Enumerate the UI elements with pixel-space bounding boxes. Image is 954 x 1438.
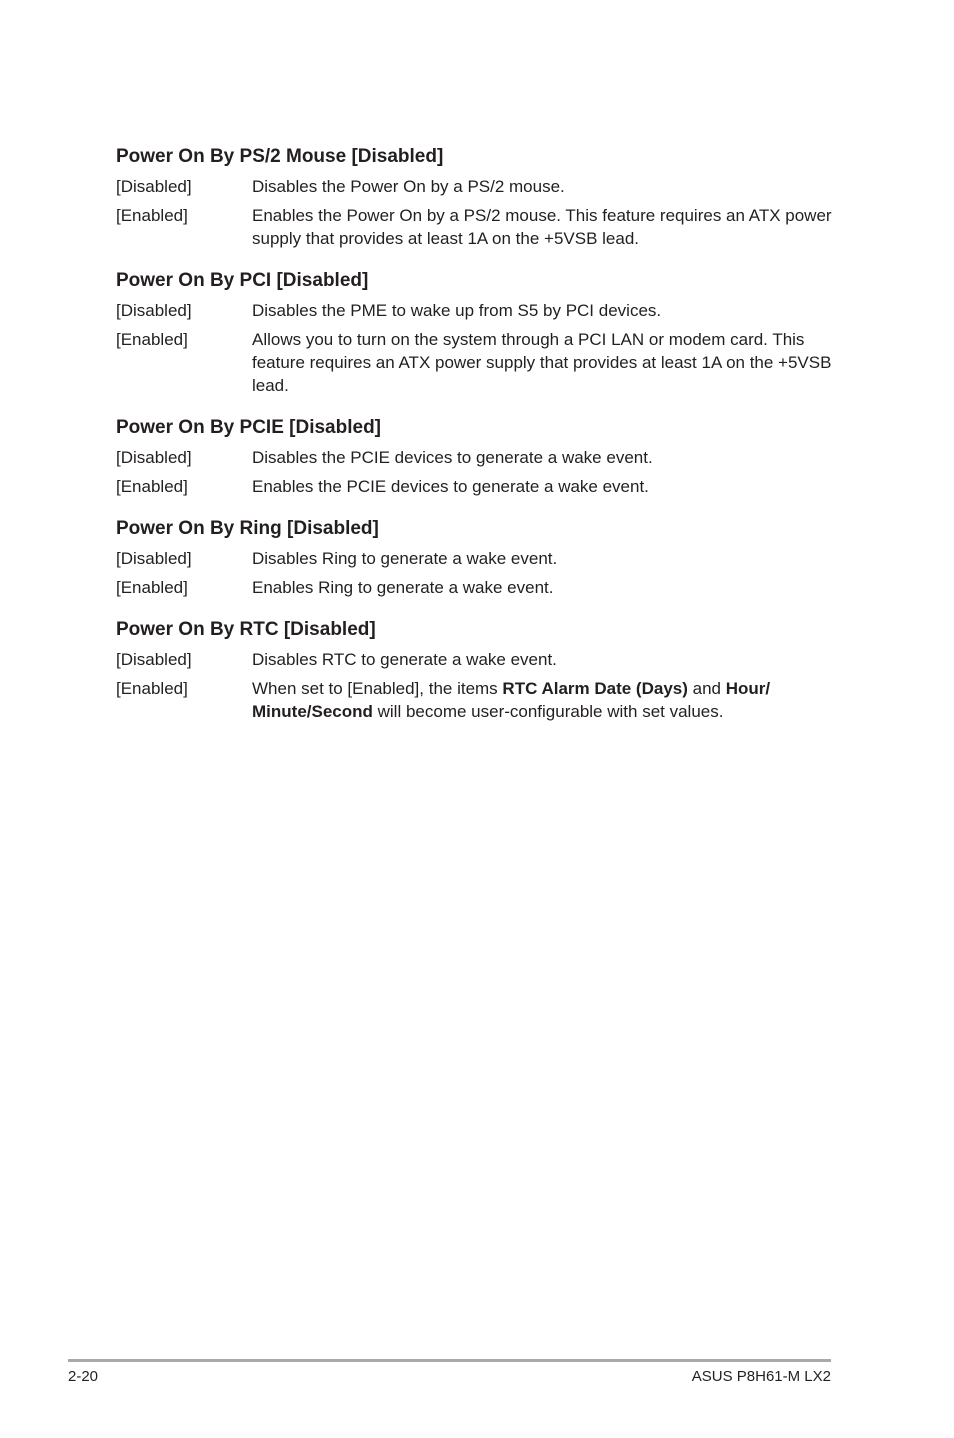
option-row [116,328,832,397]
option-description: Disables the PCIE devices to generate a wake event. [252,448,653,467]
product-name: ASUS P8H61-M LX2 [691,1368,831,1385]
option-description [252,677,832,723]
option-description: Disables the Power On by a PS/2 mouse. [252,177,565,196]
option-key: [Enabled] [116,578,188,597]
option-description: Enables the PCIE devices to generate a wake event. [252,477,649,496]
section-title: Power On By Ring [Disabled] [116,518,379,539]
option-key: [Disabled] [116,177,192,196]
section-ring [116,516,832,599]
option-description: Disables the PME to wake up from S5 by PCI devices. [252,301,662,320]
option-key: [Enabled] [116,679,188,698]
option-description: Disables Ring to generate a wake event. [252,549,558,568]
section-title: Power On By PCIE [Disabled] [116,417,381,438]
option-description: Enables the Power On by a PS/2 mouse. This feature requires an ATX power supply that provides at least 1A on the +5VSB lead. [252,206,832,248]
option-key: [Disabled] [116,549,192,568]
page-number: 2-20 [68,1368,99,1385]
option-row [116,446,832,469]
option-description: Allows you to turn on the system through a PCI LAN or modem card. This feature requires an ATX power supply that provides at least 1A on the +5VSB lead. [252,330,832,395]
option-key: [Disabled] [116,650,192,669]
option-row [116,475,832,498]
desc-text: and [687,679,726,698]
section-rtc [116,617,832,723]
section-ps2-mouse [116,144,832,250]
option-row [116,547,832,570]
section-pcie [116,415,832,498]
option-row [116,648,832,671]
option-description: Enables Ring to generate a wake event. [252,578,554,597]
section-title: Power On By PS/2 Mouse [Disabled] [116,146,444,167]
desc-bold-item: RTC Alarm Date (Days) [502,679,688,698]
option-row [116,299,832,322]
desc-text: will become user-configurable with set values. [372,702,724,721]
option-key: [Enabled] [116,477,188,496]
option-key: [Enabled] [116,206,188,225]
option-row [116,204,832,250]
section-title: Power On By PCI [Disabled] [116,270,369,291]
option-key: [Enabled] [116,330,188,349]
option-row [116,175,832,198]
option-row [116,576,832,599]
option-description: Disables RTC to generate a wake event. [252,650,557,669]
section-pci [116,268,832,397]
desc-text: When set to [Enabled], the items [252,679,503,698]
desc-bold-item: Hour/ Minute/Second [252,679,771,721]
option-key: [Disabled] [116,301,192,320]
option-key: [Disabled] [116,448,192,467]
footer-divider [68,1359,831,1362]
option-row [116,677,832,723]
section-title: Power On By RTC [Disabled] [116,619,376,640]
manual-content [116,144,832,741]
